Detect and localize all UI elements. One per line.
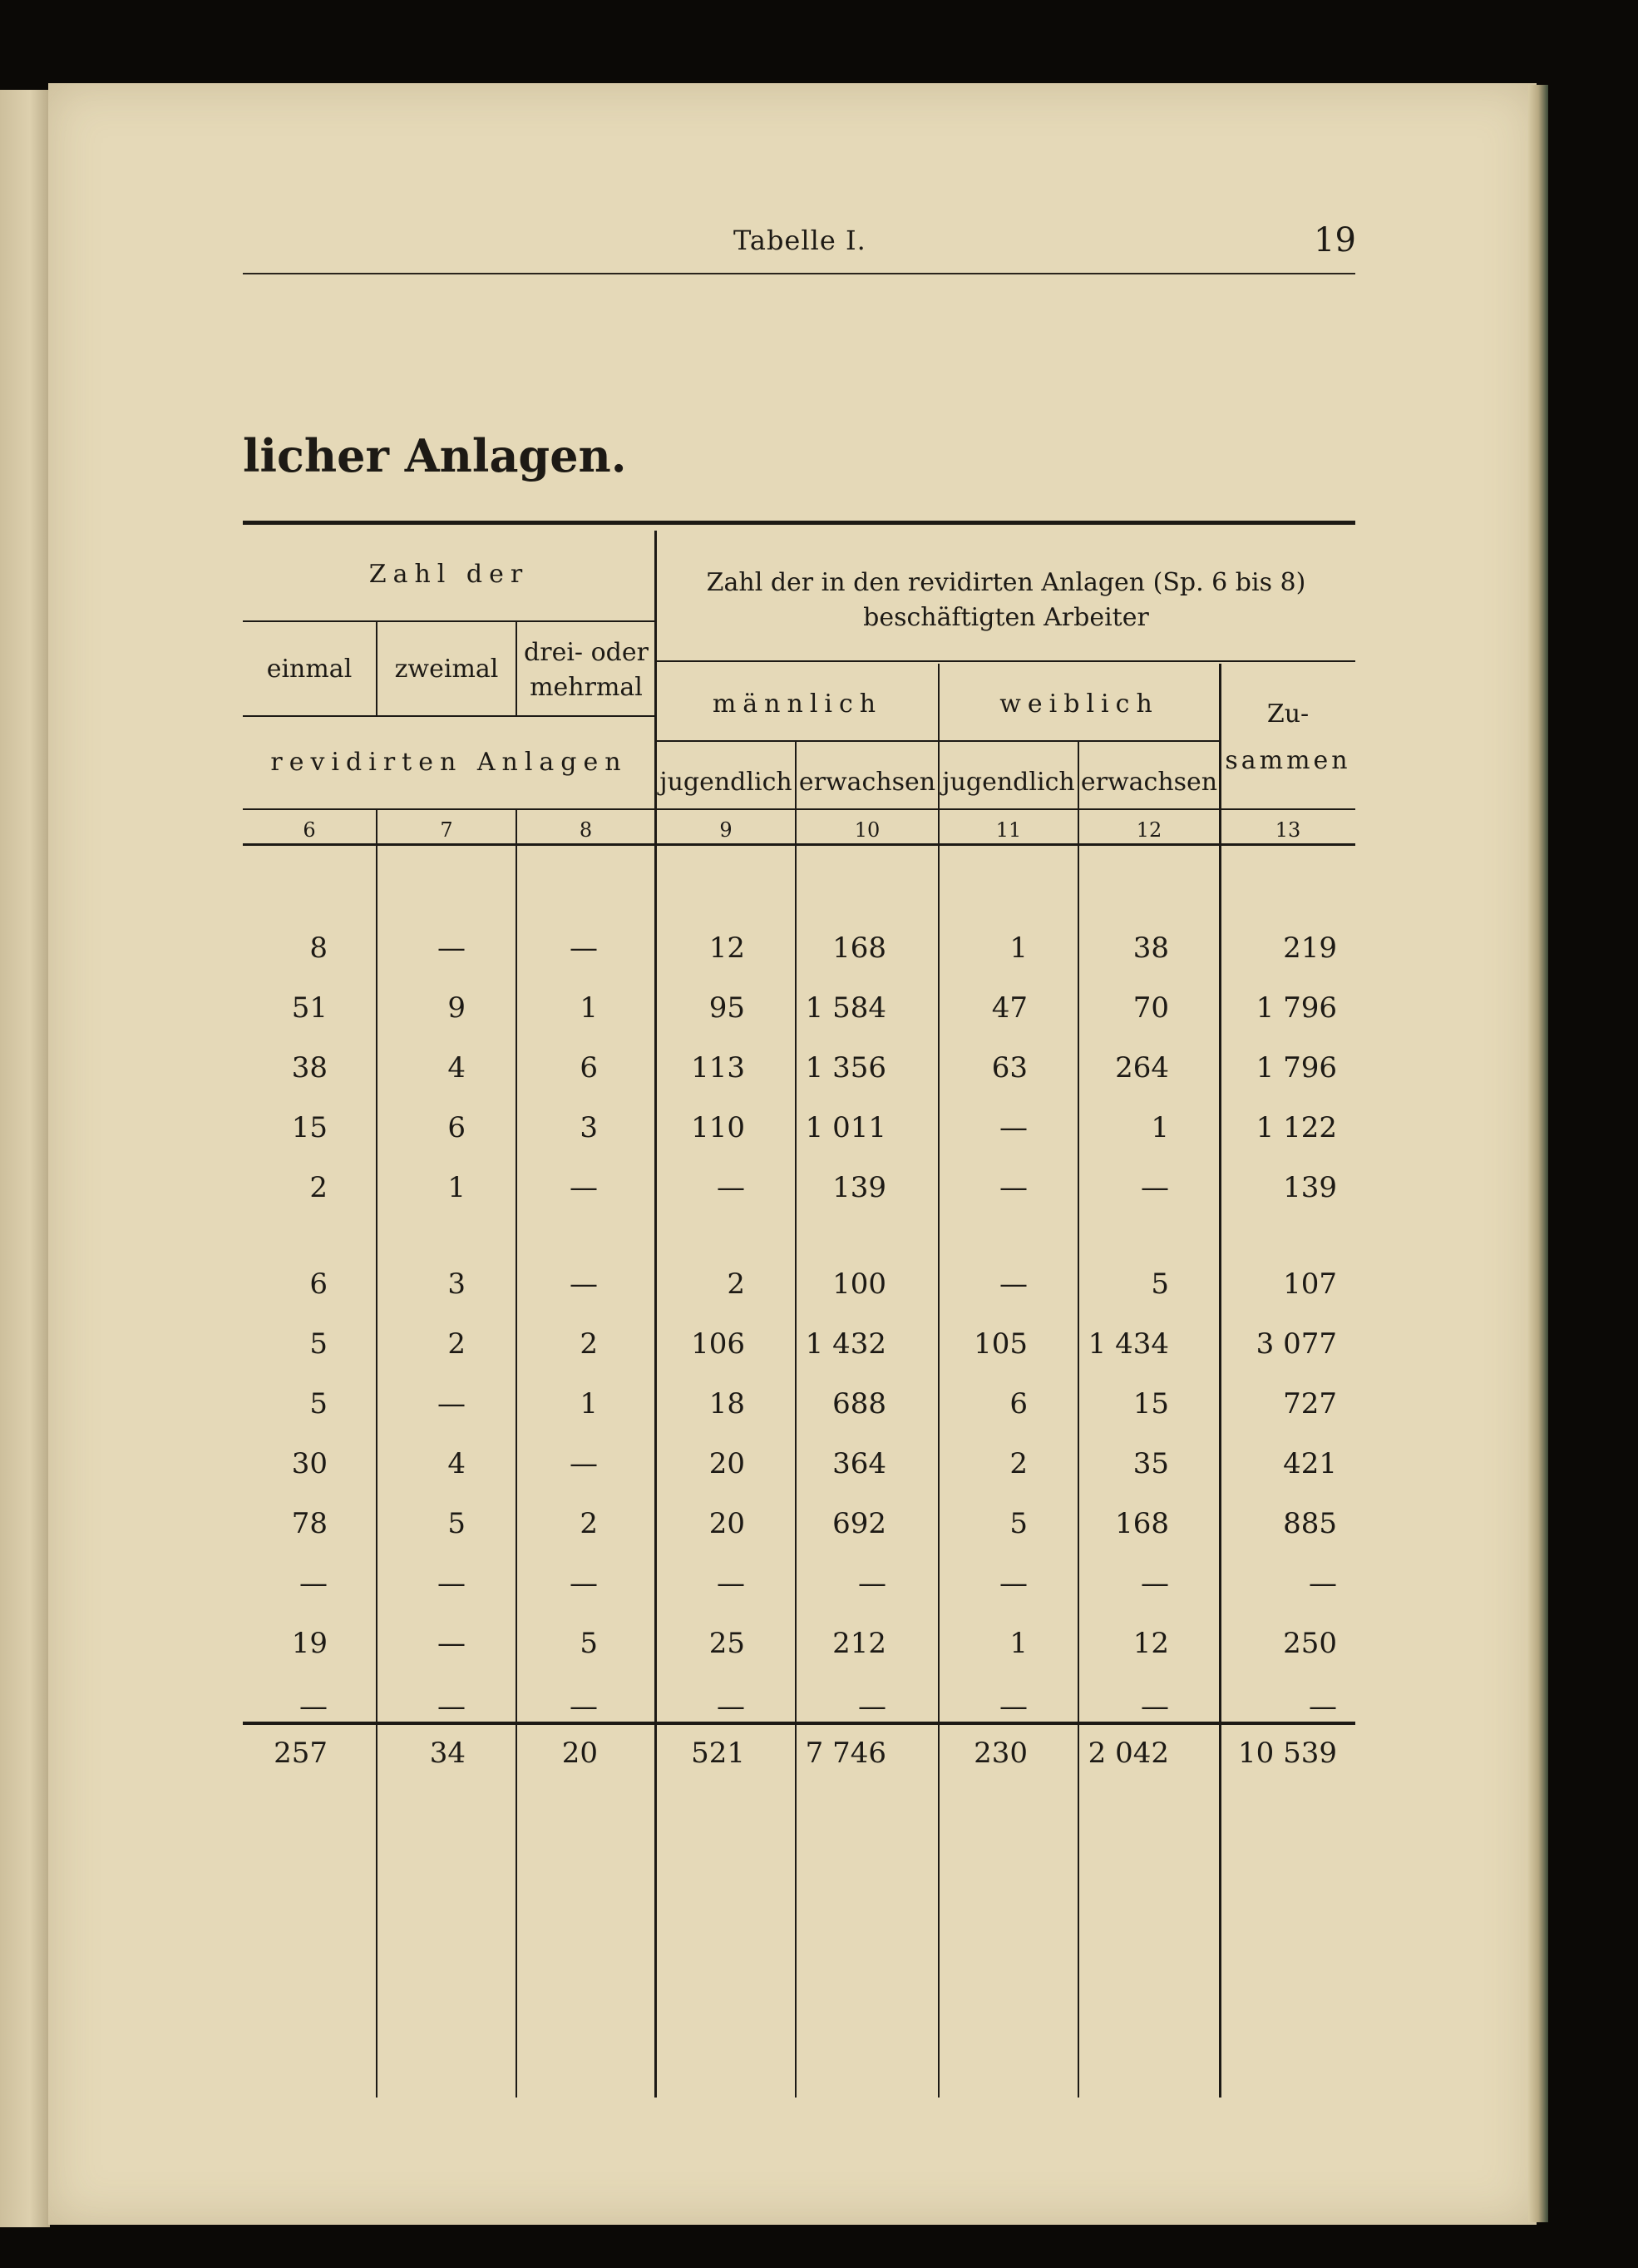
header-jugendlich-m: jugendlich [659, 768, 792, 797]
table-cell: — [1141, 1567, 1169, 1600]
table-cell: 219 [1283, 931, 1337, 965]
table-cell: 19 [291, 1627, 328, 1660]
table-cell: 168 [832, 931, 886, 965]
header-zu: Zu- [1266, 699, 1310, 729]
table-cell: 105 [974, 1327, 1028, 1361]
table-cell: — [1141, 1171, 1169, 1204]
table-cell: 1 [1009, 931, 1028, 965]
table-cell: 1 584 [805, 991, 886, 1025]
table-cell: 885 [1283, 1507, 1337, 1540]
table-cell: 30 [291, 1447, 328, 1480]
column-number: 6 [303, 818, 316, 842]
table-cell: 1 [580, 1387, 598, 1421]
header-zahl-der: Zahl der [368, 560, 530, 589]
table-cell: 1 [1151, 1111, 1169, 1144]
table-cell: 1 796 [1256, 991, 1337, 1025]
table-cell: 12 [1132, 1627, 1169, 1660]
table-cell: 1 432 [805, 1327, 886, 1361]
table-cell: — [999, 1690, 1028, 1723]
table-top-rule [243, 521, 1355, 525]
table-cell: 168 [1115, 1507, 1169, 1540]
table-cell: 3 [447, 1267, 466, 1301]
table-cell: 421 [1283, 1447, 1337, 1480]
column-number: 12 [1136, 818, 1162, 842]
table-cell: 2 [580, 1327, 598, 1361]
total-cell: 10 539 [1238, 1737, 1337, 1770]
total-cell: 257 [274, 1737, 328, 1770]
table-cell: 2 [309, 1171, 328, 1204]
table-cell: 15 [291, 1111, 328, 1144]
header-arbeiter-line2: beschäftigten Arbeiter [863, 603, 1149, 632]
table-cell: 6 [447, 1111, 466, 1144]
table-cell: 5 [447, 1507, 466, 1540]
table-cell: — [437, 1690, 466, 1723]
table-cell: — [717, 1690, 745, 1723]
table-cell: — [1309, 1690, 1337, 1723]
column-number: 9 [719, 818, 733, 842]
table-cell: 4 [447, 1051, 466, 1085]
header-maennlich: männlich [712, 689, 883, 719]
table-cell: — [717, 1171, 745, 1204]
table-cell: — [999, 1567, 1028, 1600]
column-number: 7 [440, 818, 453, 842]
page-edge [1528, 85, 1548, 2222]
table-cell: 264 [1115, 1051, 1169, 1085]
table-cell: 6 [580, 1051, 598, 1085]
table-cell: 2 [1009, 1447, 1028, 1480]
table-cell: 6 [1009, 1387, 1028, 1421]
table-cell: 113 [691, 1051, 745, 1085]
table-cell: 5 [580, 1627, 598, 1660]
header-drei-oder: drei- oder [524, 638, 649, 667]
total-cell: 2 042 [1088, 1737, 1169, 1770]
table-cell: — [570, 1267, 598, 1301]
page-number: 19 [1314, 221, 1356, 259]
table-cell: 5 [309, 1327, 328, 1361]
column-number: 11 [995, 818, 1022, 842]
table-cell: 692 [832, 1507, 886, 1540]
table-cell: 63 [991, 1051, 1028, 1085]
table-cell: — [299, 1690, 328, 1723]
total-cell: 7 746 [805, 1737, 886, 1770]
table-cell: 250 [1283, 1627, 1337, 1660]
table-cell: 18 [708, 1387, 745, 1421]
header-bottom-rule [243, 843, 1355, 846]
table-cell: 78 [291, 1507, 328, 1540]
table-cell: 688 [832, 1387, 886, 1421]
table-cell: — [437, 931, 466, 965]
table-cell: — [437, 1567, 466, 1600]
table-cell: 3 [580, 1111, 598, 1144]
table-cell: 2 [727, 1267, 745, 1301]
table-cell: 20 [708, 1447, 745, 1480]
header-erwachsen-w: erwachsen [1080, 768, 1218, 797]
table-cell: — [999, 1171, 1028, 1204]
table-cell: 38 [1132, 931, 1169, 965]
table-cell: 5 [1009, 1507, 1028, 1540]
vline-12-13 [1219, 664, 1221, 2098]
rule-under-zahl-der [243, 620, 655, 622]
table-cell: — [299, 1567, 328, 1600]
table-cell: — [717, 1567, 745, 1600]
section-title: licher Anlagen. [243, 429, 627, 482]
table-cell: — [437, 1627, 466, 1660]
table-cell: — [570, 931, 598, 965]
table-cell: 9 [447, 991, 466, 1025]
rule-under-count-headers [243, 715, 655, 717]
column-number: 10 [854, 818, 881, 842]
table-cell: 139 [832, 1171, 886, 1204]
header-revidirten-anlagen: revidirten Anlagen [270, 748, 628, 777]
header-rule [243, 273, 1355, 274]
table-cell: 47 [991, 991, 1028, 1025]
table-cell: 1 122 [1256, 1111, 1337, 1144]
table-cell: 3 077 [1256, 1327, 1337, 1361]
table-cell: 727 [1283, 1387, 1337, 1421]
table-cell: 1 434 [1088, 1327, 1169, 1361]
table-cell: 1 [447, 1171, 466, 1204]
total-cell: 230 [974, 1737, 1028, 1770]
rule-above-colnums [243, 808, 1355, 810]
table-cell: 212 [832, 1627, 886, 1660]
table-cell: 100 [832, 1267, 886, 1301]
table-cell: — [1141, 1690, 1169, 1723]
table-cell: 4 [447, 1447, 466, 1480]
table-cell: 35 [1132, 1447, 1169, 1480]
table-cell: 1 011 [805, 1111, 886, 1144]
table-cell: — [570, 1690, 598, 1723]
table-cell: 1 [580, 991, 598, 1025]
table-cell: 8 [309, 931, 328, 965]
header-mehrmal: mehrmal [530, 673, 643, 702]
vline-10-11 [938, 664, 940, 2098]
table-cell: — [1309, 1567, 1337, 1600]
table-cell: 51 [291, 991, 328, 1025]
table-cell: — [570, 1567, 598, 1600]
header-jugendlich-w: jugendlich [942, 768, 1075, 797]
rule-under-arbeiter [655, 660, 1355, 662]
table-cell: 25 [708, 1627, 745, 1660]
table-cell: 6 [309, 1267, 328, 1301]
total-cell: 34 [429, 1737, 466, 1770]
header-zweimal: zweimal [394, 655, 499, 684]
header-einmal: einmal [266, 655, 353, 684]
header-weiblich: weiblich [999, 689, 1159, 719]
table-cell: — [570, 1171, 598, 1204]
table-cell: — [858, 1690, 886, 1723]
column-number: 8 [579, 818, 593, 842]
table-cell: 1 [1009, 1627, 1028, 1660]
facing-page-edge [0, 90, 50, 2227]
header-erwachsen-m: erwachsen [798, 768, 936, 797]
book-page [48, 83, 1537, 2225]
table-cell: 38 [291, 1051, 328, 1085]
table-cell: 106 [691, 1327, 745, 1361]
table-cell: 107 [1283, 1267, 1337, 1301]
total-cell: 521 [691, 1737, 745, 1770]
table-cell: — [437, 1387, 466, 1421]
table-cell: 1 356 [805, 1051, 886, 1085]
table-cell: 5 [309, 1387, 328, 1421]
table-cell: 12 [708, 931, 745, 965]
table-cell: 110 [691, 1111, 745, 1144]
header-arbeiter-line1: Zahl der in den revidirten Anlagen (Sp. 6 bis 8) [706, 568, 1306, 597]
table-cell: — [570, 1447, 598, 1480]
table-cell: 5 [1151, 1267, 1169, 1301]
table-cell: 364 [832, 1447, 886, 1480]
table-cell: 1 796 [1256, 1051, 1337, 1085]
total-cell: 20 [561, 1737, 598, 1770]
header-sammen: sammen [1225, 746, 1351, 775]
table-cell: 2 [447, 1327, 466, 1361]
table-cell: — [999, 1111, 1028, 1144]
table-cell: 95 [708, 991, 745, 1025]
table-cell: — [999, 1267, 1028, 1301]
running-head: Tabelle I. [733, 225, 866, 256]
table-cell: 139 [1283, 1171, 1337, 1204]
table-cell: 15 [1132, 1387, 1169, 1421]
table-cell: — [858, 1567, 886, 1600]
column-number: 13 [1275, 818, 1301, 842]
table-cell: 70 [1132, 991, 1169, 1025]
table-cell: 2 [580, 1507, 598, 1540]
table-cell: 20 [708, 1507, 745, 1540]
